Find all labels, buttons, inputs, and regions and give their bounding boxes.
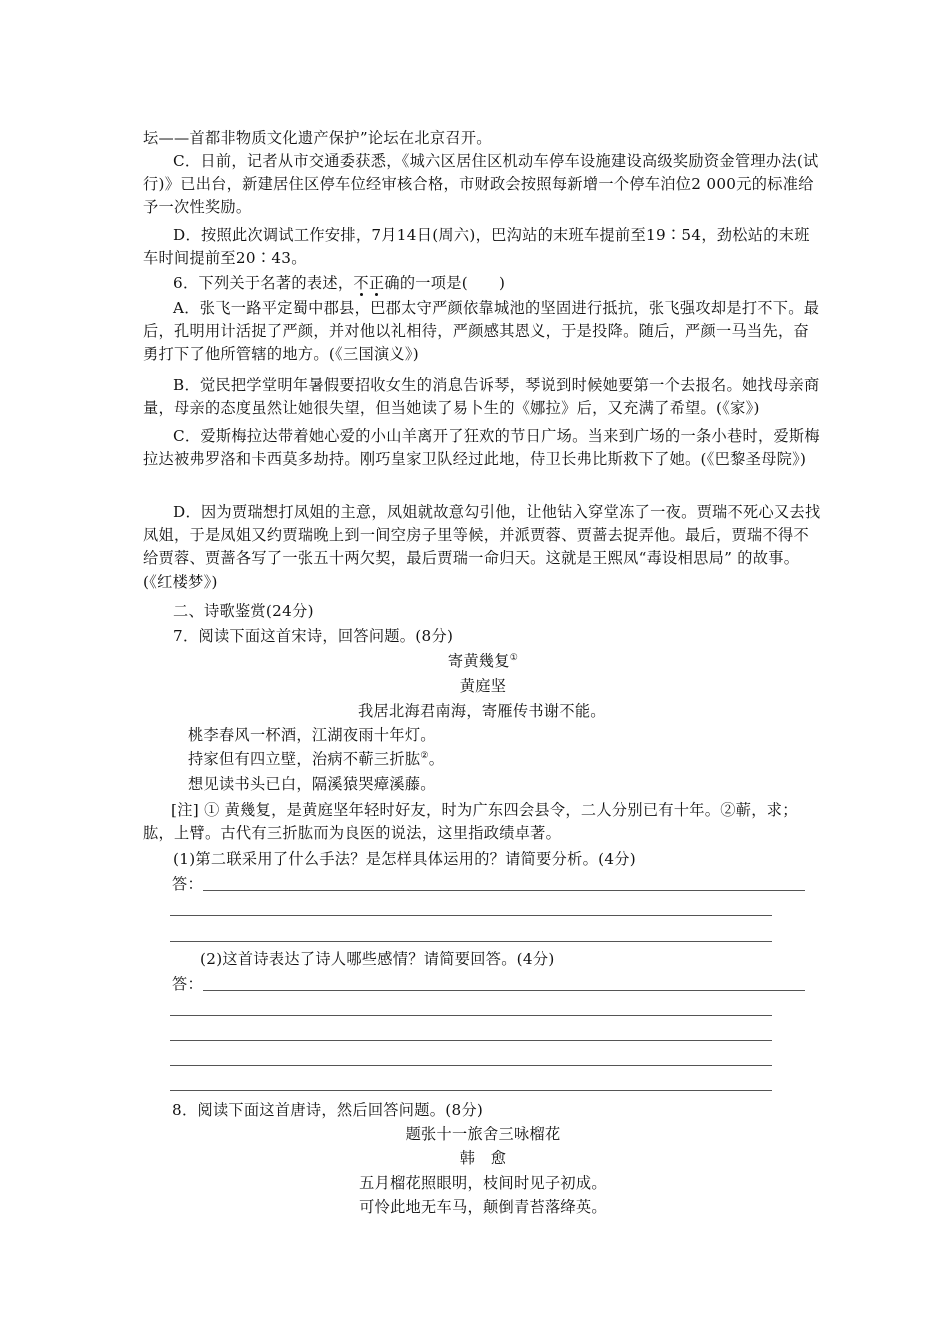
q5-option-c: C．日前，记者从市交通委获悉，《城六区居住区机动车停车设施建设高级奖励资金管理办法(试行)》已出台，新建居住区停车位经审核合格，市财政会按照每新增一个停车泊位2 000元的标准给予一次性奖励。	[143, 152, 819, 217]
section-2-heading: 二、诗歌鉴赏(24分)	[173, 602, 314, 620]
q6-stem-pre: 6．下列关于名著的表述，	[173, 274, 354, 292]
answer-label-2: 答：	[172, 975, 203, 993]
q7-poem-line-3-note: ②	[420, 750, 429, 761]
q7-poem-title-text: 寄黄幾复	[447, 652, 510, 670]
answer-line[interactable]	[170, 1065, 772, 1066]
answer-line[interactable]	[203, 990, 805, 991]
q6-option-b: B．觉民把学堂明年暑假要招收女生的消息告诉琴，琴说到时候她要第一个去报名。她找母亲商量，母亲的态度虽然让她很失望，但当她读了易卜生的《娜拉》后，又充满了希望。(《家》)	[143, 376, 820, 418]
q8-poem-line-1: 五月榴花照眼明，枝间时见子初成。	[359, 1174, 607, 1192]
answer-line[interactable]	[170, 1040, 772, 1041]
answer-line[interactable]	[170, 1090, 772, 1091]
q6-option-c: C．爱斯梅拉达带着她心爱的小山羊离开了狂欢的节日广场。当来到广场的一条小巷时，爱斯梅拉达被弗罗洛和卡西莫多劫持。刚巧皇家卫队经过此地，侍卫长弗比斯救下了她。(《巴黎圣母院》)	[143, 427, 820, 469]
q6-emphasis-char-1: 不	[353, 274, 369, 292]
q6-emphasis-char-2: 正	[368, 274, 385, 292]
q8-poem-title: 题张十一旅舍三咏榴花	[405, 1125, 561, 1143]
q6-stem	[143, 272, 823, 295]
q7-poem-line-3-text: 持家但有四立壁，治病不蕲三折肱	[188, 750, 421, 768]
q7-poem-line-4: 想见读书头已白，隔溪猿哭瘴溪藤。	[188, 775, 436, 793]
q8-poem-line-2: 可怜此地无车马，颠倒青苔落绛英。	[359, 1198, 607, 1216]
q7-poem-line-1: 我居北海君南海，寄雁传书谢不能。	[358, 702, 606, 720]
q7-subquestion-2: (2)这首诗表达了诗人哪些感情？请简要回答。(4分)	[200, 950, 555, 968]
answer-line[interactable]	[170, 1015, 772, 1016]
q5-option-d: D．按照此次调试工作安排，7月14日(周六)，巴沟站的末班车提前至19∶54，劲松站的末班车时间提前至20∶43。	[143, 226, 810, 268]
answer-line[interactable]	[203, 890, 805, 891]
q7-poem-line-2: 桃李春风一杯酒，江湖夜雨十年灯。	[188, 726, 436, 744]
q7-poem-author: 黄庭坚	[459, 677, 507, 695]
q8-stem: 8．阅读下面这首唐诗，然后回答问题。(8分)	[172, 1101, 484, 1119]
q7-annotation: [注] ① 黄幾复，是黄庭坚年轻时好友，时为广东四会县令，二人分别已有十年。②蕲，求；肱，上臂。古代有三折肱而为良医的说法，这里指政绩卓著。	[143, 801, 798, 843]
q8-poem-author: 韩 愈	[459, 1149, 507, 1167]
q7-stem: 7．阅读下面这首宋诗，回答问题。(8分)	[173, 627, 454, 645]
q7-poem-line-3-end: 。	[428, 750, 445, 768]
q6-stem-post: 确的一项是( )	[384, 274, 506, 292]
q6-option-d: D．因为贾瑞想打凤姐的主意，凤姐就故意勾引他，让他钻入穿堂冻了一夜。贾瑞不死心又去找凤姐，于是凤姐又约贾瑞晚上到一间空房子里等候，并派贾蓉、贾蔷去捉弄他。最后，贾瑞不得不给贾蓉、贾蔷各写了一张五十两欠契，最后贾瑞一命归天。这就是王熙凤“毒设相思局” 的故事。(《红楼梦》)	[143, 503, 821, 591]
q5-option-b-tail: 坛——首都非物质文化遗产保护”论坛在北京召开。	[143, 129, 492, 147]
answer-label-1: 答：	[172, 875, 203, 893]
answer-line[interactable]	[170, 941, 772, 942]
q7-poem-line-3	[188, 748, 444, 771]
q6-option-a: A．张飞一路平定蜀中郡县，巴郡太守严颜依靠城池的坚固进行抵抗，张飞强攻却是打不下。最后，孔明用计活捉了严颜，并对他以礼相待，严颜感其恩义，于是投降。随后，严颜一马当先，奋勇打下了他所管辖的地方。(《三国演义》)	[143, 299, 820, 364]
q7-poem-title-note: ①	[509, 652, 519, 663]
answer-line[interactable]	[170, 915, 772, 916]
q7-poem-title	[143, 650, 823, 673]
q7-subquestion-1: (1)第二联采用了什么手法？是怎样具体运用的？请简要分析。(4分)	[173, 850, 636, 868]
